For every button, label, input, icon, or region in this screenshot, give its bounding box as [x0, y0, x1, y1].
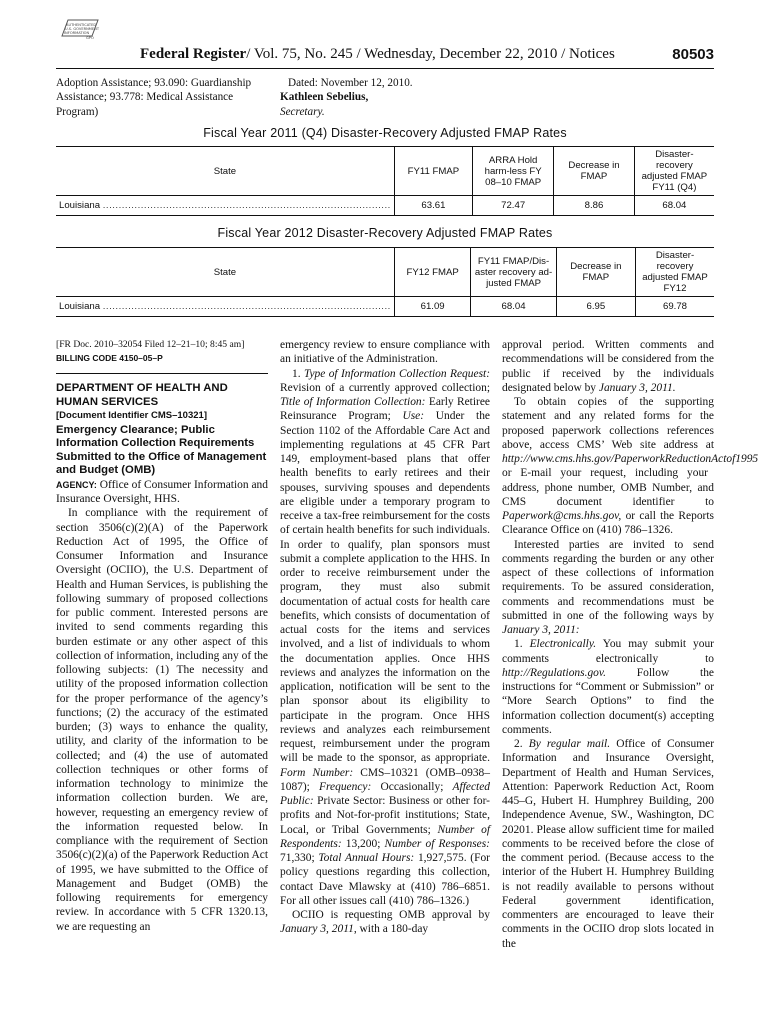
- paragraph: To obtain copies of the supporting statement and any related forms for the proposed paperwork collections references above, access CMS’ Web site address at http://www.cms.hhs.gov/PaperworkReductionActof1995 or E-mail your request, including your address, phone number, OMB Number, and CMS document identifier to Paperwork@cms.hhs.gov, or call the Reports Clearance Office on (410) 786–1326.: [502, 396, 759, 537]
- continued-text-left: Adoption Assistance; 93.090: Guardianship Assistance; 93.778: Medical Assistance Program): [56, 77, 252, 118]
- value-cell: 63.61: [394, 196, 472, 216]
- section-divider: [56, 373, 268, 374]
- column-2: [280, 338, 490, 937]
- signer-name: Kathleen Sebelius,: [280, 91, 369, 104]
- summary-paragraph: In compliance with the requirement of section 3506(c)(2)(A) of the Paperwork Reduction Act of 1995, the Office of Consumer Information and Insurance Oversight (OCIIO), the U.S. Department of Health and Human Services, is publishing the following summary of proposed collections for public comment. Interested persons are invited to send comments regarding this burden estimate or any other aspect of this collection of information, including any of the following subjects: (1) The necessity and utility of the proposed information collection for the proper performance of the agency’s functions; (2) the accuracy of the estimated burden; (3) ways to enhance the quality, utility, and clarity of the information to be collected; and (4) the use of automated collection techniques or other forms of information technology to minimize the information collection burden. We are, however, requesting an emergency review of the information requested below. In compliance with the requirement of Section 3506(c)(2)(a) of the Paperwork Reduction Act of 1995, we have submitted to the Office of Management and Budget (OMB) the following requirements for emergency review. In accordance with 5 CFR 1320.13, we are requesting an: [56, 507, 268, 933]
- agency-text: Office of Consumer Information and Insurance Oversight, HHS.: [56, 478, 268, 506]
- dated-line: Dated: November 12, 2010.: [288, 77, 413, 89]
- page-header: [140, 46, 714, 68]
- table2-header-fy11-adjusted: FY11 FMAP/Dis-aster recovery ad-justed FMAP: [471, 248, 556, 297]
- table2-header-adjusted: Disaster-recovery adjusted FMAP FY12: [636, 248, 714, 297]
- paragraph: 2. By regular mail. Office of Consumer Information and Insurance Oversight, Department of Health and Human Services, Attention: Paperwork Reduction Act, Room 445–G, Hubert H. Humphrey Building, 200 Independence Avenue, SW., Washington, DC 20201. Please allow sufficient time for mailed comments to be received before the close of the comment period. (Because access to the interior of the Hubert H. Humphrey Building is not readily available to persons without Federal government identification, commenters are encouraged to leave their comments in the OCIIO drop slots located in the: [502, 738, 714, 950]
- value-cell: 8.86: [554, 196, 635, 216]
- notice-subject: Emergency Clearance; Public Information Collection Requirements Submitted to the Office of Management and Budget (OMB): [56, 423, 267, 477]
- regulations-gov-link[interactable]: http://Regulations.gov.: [502, 666, 606, 679]
- table-row: [56, 196, 714, 216]
- header-rule: [56, 68, 714, 69]
- value-cell: 68.04: [471, 297, 556, 317]
- agency-label: AGENCY:: [56, 479, 97, 490]
- paragraph: emergency review to ensure compliance with an initiative of the Administration.: [280, 339, 490, 366]
- table1: [56, 146, 714, 216]
- collection-details-paragraph: 1. Type of Information Collection Request: Revision of a currently approved collection; Title of Information Collection: Early Retiree Reinsurance Program; Use: Under the Section 1102 of the Affordable Care Act and implementing regulations at 45 CFR Part 149, employment-based plans that offer health benefits to early retirees and their spouses, surviving spouses and dependents are eligible under a temporary program to receive a tax-free reimbursement for the costs of certain health benefits for such individuals. In order to qualify, plan sponsors must submit a complete application to the HHS. In order to receive reimbursement under the program, they must also submit documentation of actual costs for health care benefits, which consists of documentation of actual costs for the items and services involved, and a list of individuals to whom the documentation applies. Once HHS reviews and analyzes the information on the application, notification will be sent to the plan sponsor about its eligibility to participate in the program. Once HHS reviews and analyzes each reimbursement request, reimbursement under the program will be made to the sponsor, as appropriate. Form Number: CMS–10321 (OMB–0938–1087); Frequency: Occasionally; Affected Public: Private Sector: Business or other for-profits and Not-for-profit institutions; State, Local, or Tribal Governments; Number of Respondents: 13,200; Number of Responses: 71,330; Total Annual Hours: 1,927,575. (For policy questions regarding this collection, contact Dave Mlawsky at (410) 786–6851. For all other issues call (410) 786–1326.): [280, 367, 491, 907]
- paragraph: Interested parties are invited to send comments regarding the burden or any other aspect of these collections of information requirements. To be assured consideration, comments and recommendations must be submitted in one of the following ways by January 3, 2011:: [502, 538, 714, 636]
- billing-code: BILLING CODE 4150–05–P: [56, 353, 163, 363]
- table2: [56, 247, 714, 317]
- publication-name: Federal Register: [140, 46, 247, 62]
- svg-text:GPO: GPO: [86, 36, 94, 40]
- table2-header-decrease: Decrease in FMAP: [556, 248, 635, 297]
- svg-text:AUTHENTICATED: AUTHENTICATED: [66, 23, 97, 27]
- table1-header-decrease: Decrease in FMAP: [554, 147, 635, 196]
- table1-header-fy11: FY11 FMAP: [394, 147, 472, 196]
- table1-title: Fiscal Year 2011 (Q4) Disaster-Recovery Adjusted FMAP Rates: [203, 126, 567, 140]
- paragraph: approval period. Written comments and recommendations will be considered from the public if received by the individuals designated below by January 3, 2011.: [502, 339, 714, 394]
- svg-text:INFORMATION: INFORMATION: [64, 31, 90, 35]
- svg-text:U.S. GOVERNMENT: U.S. GOVERNMENT: [65, 27, 100, 31]
- table2-title: Fiscal Year 2012 Disaster-Recovery Adjusted FMAP Rates: [217, 226, 553, 240]
- value-cell: 69.78: [636, 297, 714, 317]
- state-cell: Louisiana ...........................................................................................: [56, 196, 394, 216]
- paragraph: 1. Electronically. You may submit your comments electronically to http://Regulations.gov. Follow the instructions for “Comment or Submission” or “More Search Options” to find the information collection document(s) accepting comments.: [502, 638, 714, 736]
- table2-header-state: State: [56, 248, 394, 297]
- gpo-authenticated-logo: [58, 14, 102, 40]
- header-title: [140, 46, 615, 63]
- page-number: 80503: [672, 46, 714, 63]
- signer-title: Secretary.: [280, 105, 325, 118]
- table1-header-arra: ARRA Hold harm-less FY 08–10 FMAP: [473, 147, 554, 196]
- table1-header-state: State: [56, 147, 394, 196]
- column-1: [56, 338, 268, 934]
- agency-line: [56, 478, 268, 507]
- value-cell: 68.04: [634, 196, 714, 216]
- fr-doc-note: [FR Doc. 2010–32054 Filed 12–21–10; 8:45 am]: [56, 339, 245, 350]
- issue-line: / Vol. 75, No. 245 / Wednesday, December 22, 2010 / Notices: [246, 46, 615, 62]
- table2-header-fy12: FY12 FMAP: [394, 248, 471, 297]
- cms-website-link[interactable]: http://www.cms.hhs.gov/PaperworkReductionActof1995: [502, 453, 759, 465]
- document-identifier: [Document Identifier CMS–10321]: [56, 410, 207, 422]
- value-cell: 61.09: [394, 297, 471, 317]
- signature-block: [280, 76, 480, 119]
- department-heading: DEPARTMENT OF HEALTH AND HUMAN SERVICES: [56, 382, 228, 408]
- email-link[interactable]: Paperwork@cms.hhs.gov,: [502, 510, 622, 522]
- column-3: [502, 338, 759, 951]
- paragraph: OCIIO is requesting OMB approval by January 3, 2011, with a 180-day: [280, 909, 490, 936]
- state-cell: Louisiana ...........................................................................................: [56, 297, 394, 317]
- value-cell: 6.95: [556, 297, 635, 317]
- value-cell: 72.47: [473, 196, 554, 216]
- table1-header-adjusted: Disaster-recovery adjusted FMAP FY11 (Q4): [634, 147, 714, 196]
- table-row: [56, 297, 714, 317]
